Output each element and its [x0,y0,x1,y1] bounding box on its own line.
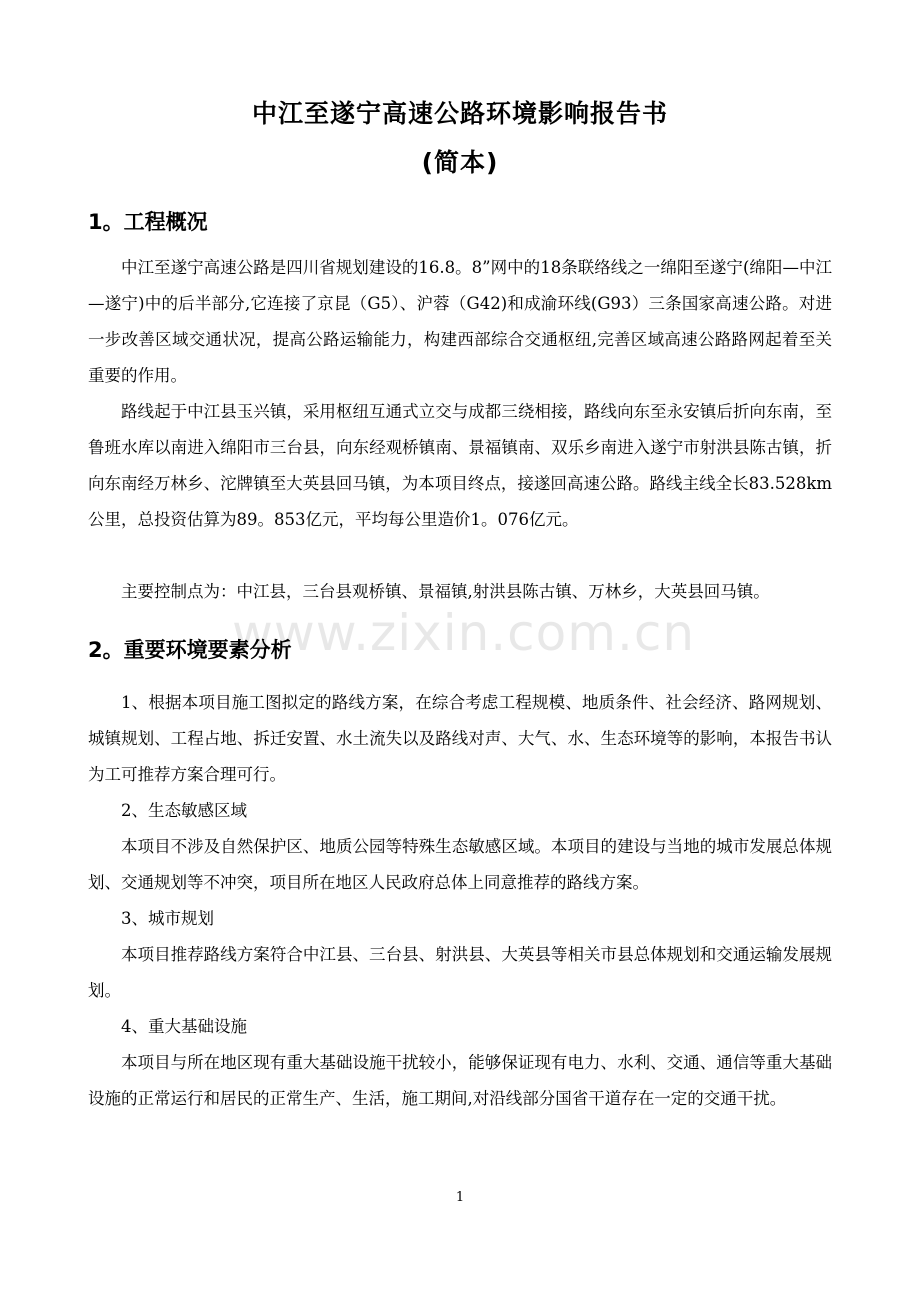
paragraph: 1、根据本项目施工图拟定的路线方案，在综合考虑工程规模、地质条件、社会经济、路网规划、城镇规划、工程占地、拆迁安置、水土流失以及路线对声、大气、水、生态环境等的影响，本报告书认为工可推荐方案合理可行。 [88,693,832,784]
watermark: www.zixin.com.cn [232,604,696,662]
subheading: 3、城市规划 [121,909,214,928]
document-title: 中江至遂宁高速公路环境影响报告书 [251,99,668,128]
paragraph: 本项目不涉及自然保护区、地质公园等特殊生态敏感区域。本项目的建设与当地的城市发展总体规划、交通规划等不冲突，项目所在地区人民政府总体上同意推荐的路线方案。 [88,837,832,892]
page-number: 1 [455,1190,465,1205]
paragraph: 本项目推荐路线方案符合中江县、三台县、射洪县、大英县等相关市县总体规划和交通运输发展规划。 [88,945,832,1000]
subheading: 2、生态敏感区域 [121,801,247,820]
document-subtitle: (简本) [421,148,499,177]
section-heading-overview: 1。工程概况 [88,210,208,234]
paragraph: 路线起于中江县玉兴镇，采用枢纽互通式立交与成都三绕相接，路线向东至永安镇后折向东南，至鲁班水库以南进入绵阳市三台县，向东经观桥镇南、景福镇南、双乐乡南进入遂宁市射洪县陈古镇，折向东南经万林乡、沱牌镇至大英县回马镇，为本项目终点，接遂回高速公路。路线主线全长83.528km公里，总投资估算为89。853亿元，平均每公里造价1。076亿元。 [88,402,832,529]
subheading: 4、重大基础设施 [121,1017,247,1036]
section-heading-environment: 2。重要环境要素分析 [88,638,292,662]
paragraph: 主要控制点为：中江县，三台县观桥镇、景福镇,射洪县陈古镇、万林乡，大英县回马镇。 [121,582,770,601]
paragraph: 本项目与所在地区现有重大基础设施干扰较小，能够保证现有电力、水利、交通、通信等重大基础设施的正常运行和居民的正常生产、生活，施工期间,对沿线部分国省干道存在一定的交通干扰。 [88,1053,832,1108]
paragraph: 中江至遂宁高速公路是四川省规划建设的16.8。8”网中的18条联络线之一绵阳至遂宁(绵阳—中江—遂宁)中的后半部分,它连接了京昆（G5）、沪蓉（G42)和成渝环线(G93）三条国家高速公路。对进一步改善区域交通状况，提高公路运输能力，构建西部综合交通枢纽,完善区域高速公路路网起着至关重要的作用。 [88,258,832,385]
